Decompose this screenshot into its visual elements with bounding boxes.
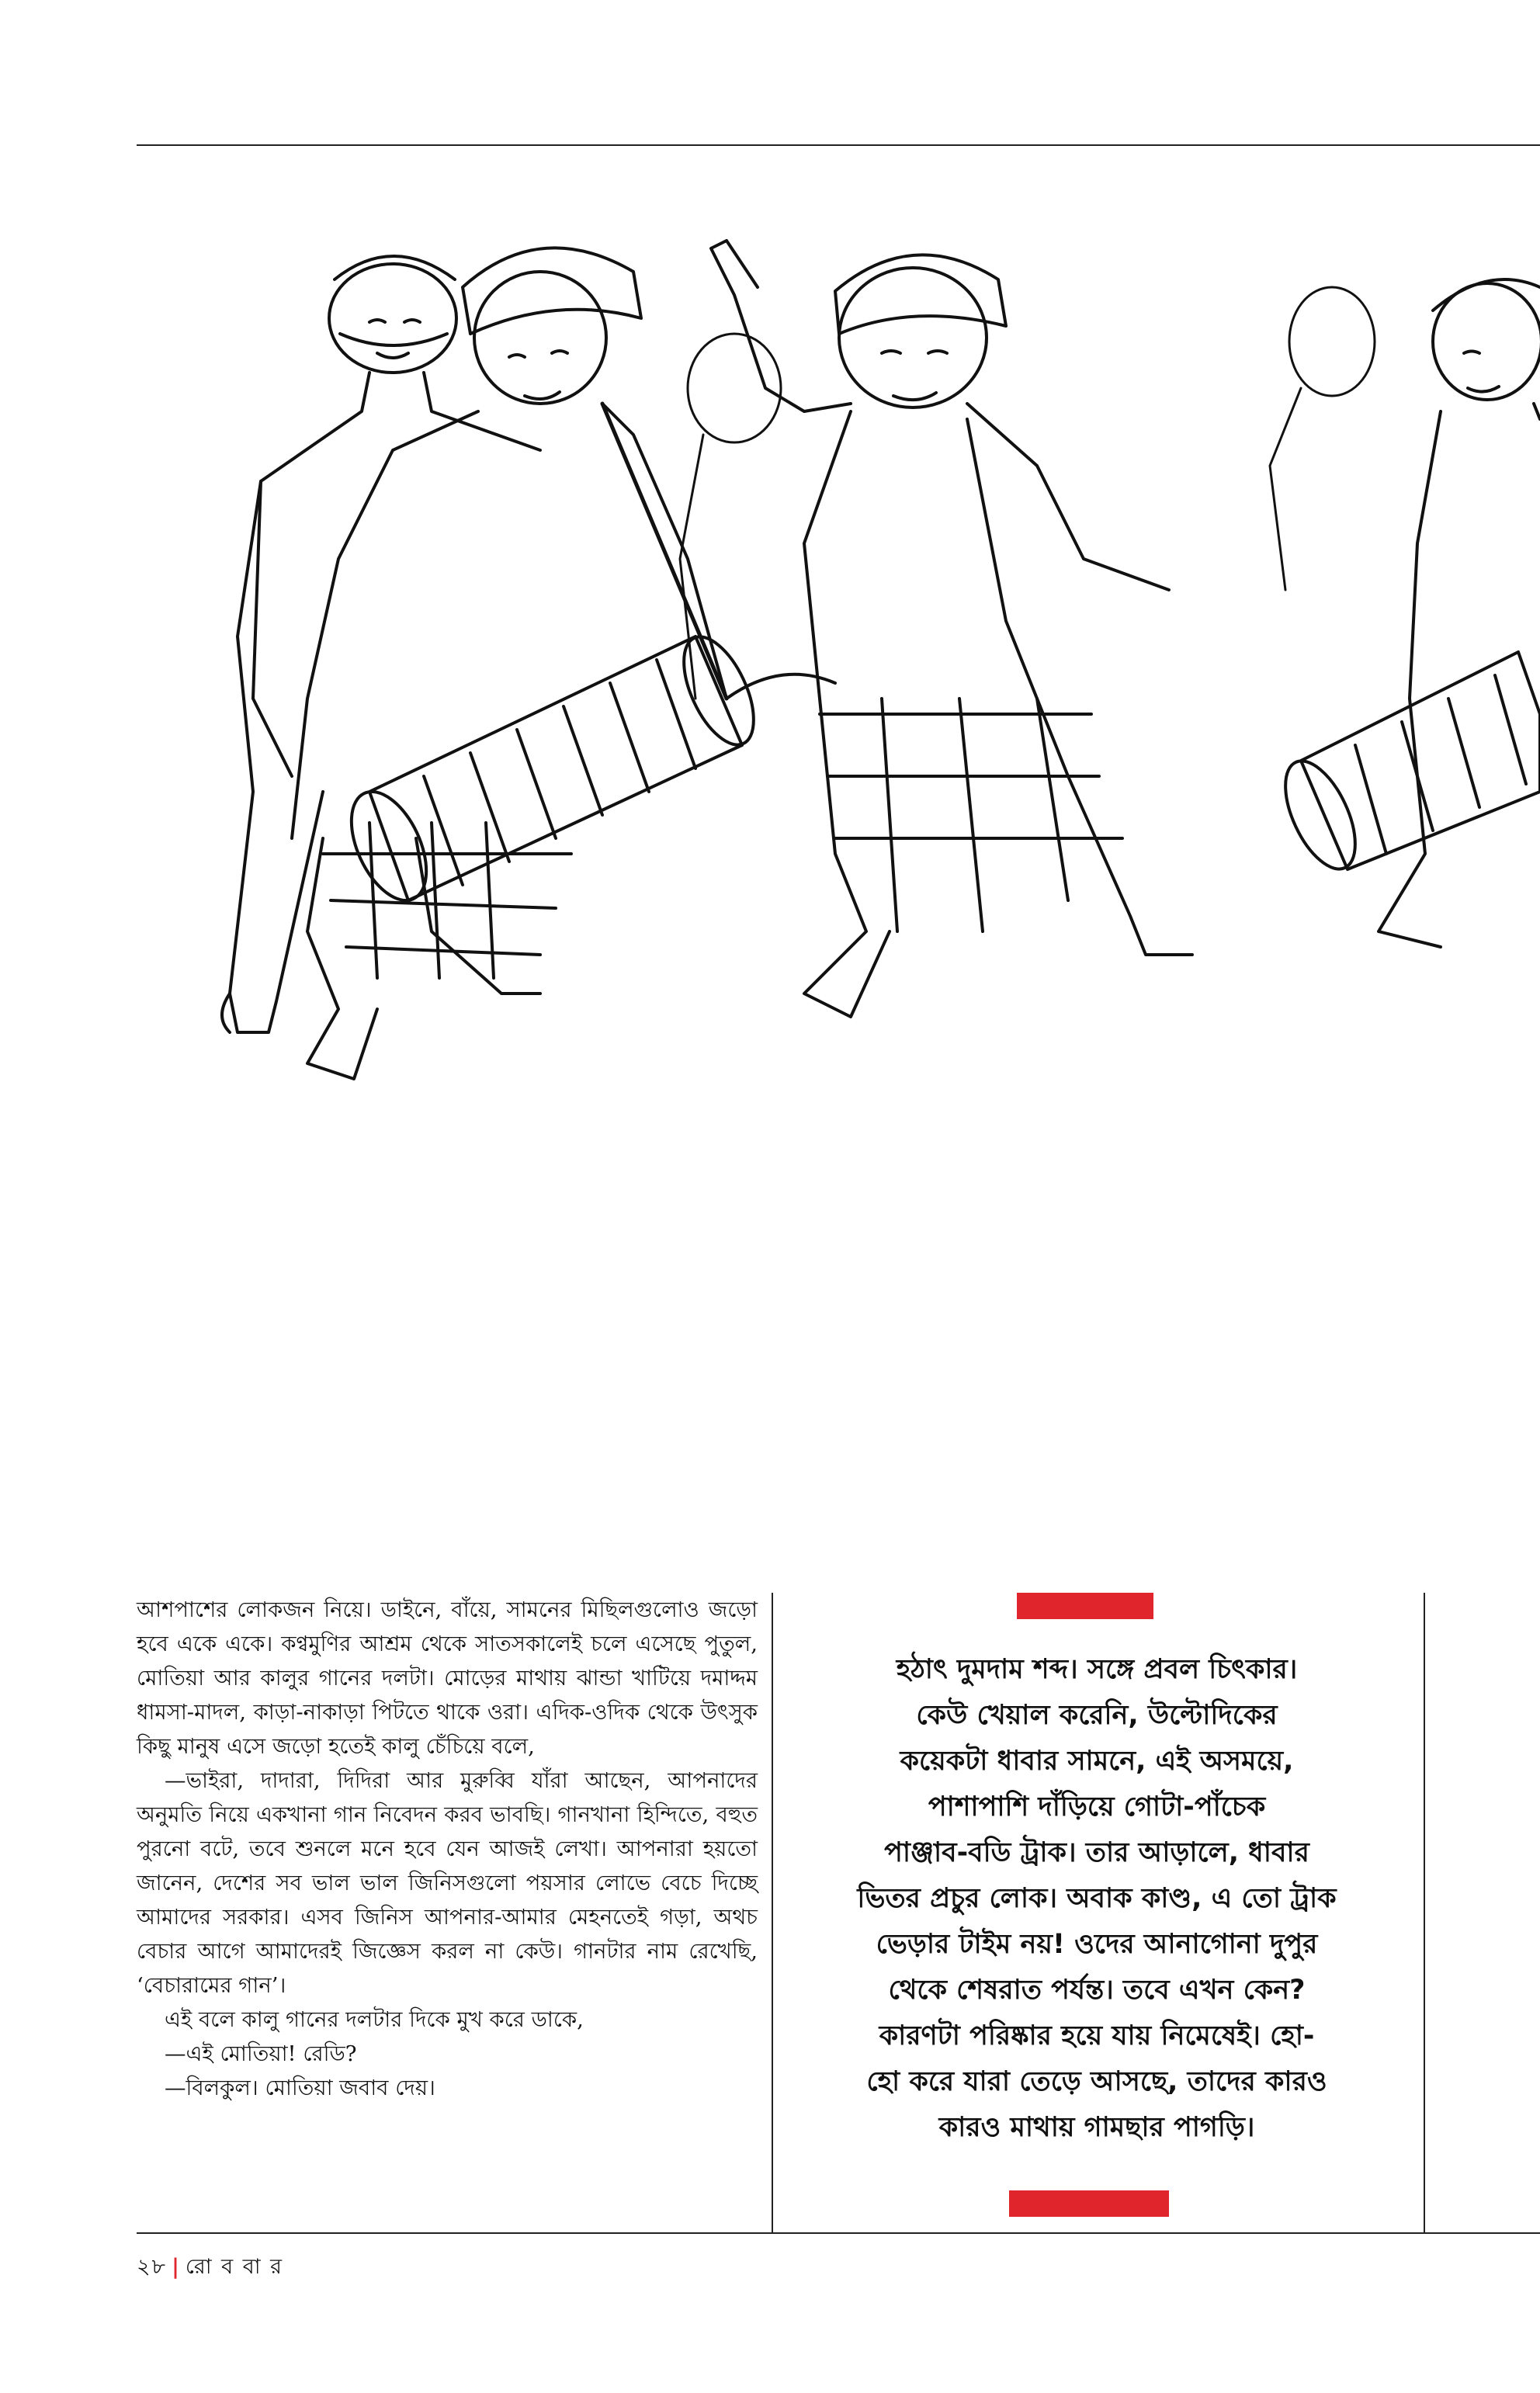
pull-quote-line: পাঞ্জাব-বডি ট্রাক। তার আড়ালে, ধাবার xyxy=(884,1837,1309,1868)
column-divider-left xyxy=(772,1593,773,2232)
section-name: রো ব বা র xyxy=(185,2255,284,2279)
drum-right xyxy=(1271,652,1540,879)
body-paragraph: —এই মোতিয়া! রেডি? xyxy=(165,2041,357,2066)
figure-drummer-left xyxy=(292,248,835,1079)
body-paragraph: এই বলে কালু গানের দলটার দিকে মুখ করে ডাকে, xyxy=(165,2007,584,2032)
pull-quote-line: ভেড়ার টাইম নয়! ওদের আনাগোনা দুপুর xyxy=(876,1929,1318,1960)
pull-quote-line: কেউ খেয়াল করেনি, উল্টোদিকের xyxy=(916,1700,1278,1731)
footer-separator: | xyxy=(172,2255,181,2279)
pull-quote-line: থেকে শেষরাত পর্যন্ত। তবে এখন কেন? xyxy=(888,1975,1306,2006)
top-rule xyxy=(137,144,1540,146)
pull-quote-line: পাশাপাশি দাঁড়িয়ে গোটা-পাঁচেক xyxy=(928,1791,1266,1822)
column-divider-right xyxy=(1424,1593,1425,2232)
drum-left xyxy=(336,626,768,912)
pull-quote-line: কারণটা পরিষ্কার হয়ে যায় নিমেষেই। হো- xyxy=(879,2020,1315,2051)
pull-quote-line: কয়েকটা ধাবার সামনে, এই অসময়ে, xyxy=(900,1746,1294,1777)
figure-center-pointing xyxy=(711,241,1192,1017)
pull-quote-text xyxy=(799,1647,1394,2151)
page-footer xyxy=(137,2251,283,2286)
body-paragraph: —বিলকুল। মোতিয়া জবাব দেয়। xyxy=(165,2076,435,2100)
pull-quote-line: হঠাৎ দুমদাম শব্দ। সঙ্গে প্রবল চিৎকার। xyxy=(896,1654,1298,1685)
body-paragraph: আশপাশের লোকজন নিয়ে। ডাইনে, বাঁয়ে, সামনের মিছিলগুলোও জড়ো হবে একে একে। কণ্বমুণির আশ্রম থেকে সাতসকালেই চলে এসেছে পুতুল, মোতিয়া আর কালুর গানের দলটা। মোড়ের মাথায় ঝান্ডা খাটিয়ে দমাদ্দম ধামসা-মাদল, কাড়া-নাকাড়া পিটতে থাকে ওরা। এদিক-ওদিক থেকে উৎসুক কিছু মানুষ এসে জড়ো হতেই কালু চেঁচিয়ে বলে, xyxy=(137,1597,758,1759)
figure-left xyxy=(222,256,540,1032)
body-paragraph: —ভাইরা, দাদারা, দিদিরা আর মুরুব্বি যাঁরা আছেন, আপনাদের অনুমতি নিয়ে একখানা গান নিবেদন করব ভাবছি। গানখানা হিন্দিতে, বহুত পুরনো বটে, তবে শুনলে মনে হবে যেন আজই লেখা। আপনারা হয়তো জানেন, দেশের সব ভাল ভাল জিনিসগুলো পয়সার লোভে বেচে দিচ্ছে আমাদের সরকার। এসব জিনিস আপনার-আমার মেহনতেই গড়া, অথচ বেচার আগে আমাদেরই জিজ্ঞেস করল না কেউ। গানটার নাম রেখেছি, ‘বেচারামের গান’। xyxy=(137,1768,758,1998)
figure-background xyxy=(680,287,1375,699)
pull-quote-accent-top xyxy=(1017,1593,1153,1619)
body-text-column xyxy=(137,1593,758,2105)
pull-quote-box xyxy=(776,1593,1416,2229)
page-number: ২৮ xyxy=(137,2255,168,2279)
pull-quote-accent-bottom xyxy=(1009,2190,1169,2217)
pull-quote-line: হো করে যারা তেড়ে আসছে, তাদের কারও xyxy=(866,2066,1327,2097)
pull-quote-line: ভিতর প্রচুর লোক। অবাক কাণ্ড, এ তো ট্রাক xyxy=(857,1883,1337,1914)
pull-quote-line: কারও মাথায় গামছার পাগড়ি। xyxy=(938,2112,1255,2143)
illustration-drummers xyxy=(137,155,1540,1568)
bottom-rule xyxy=(137,2232,1540,2234)
